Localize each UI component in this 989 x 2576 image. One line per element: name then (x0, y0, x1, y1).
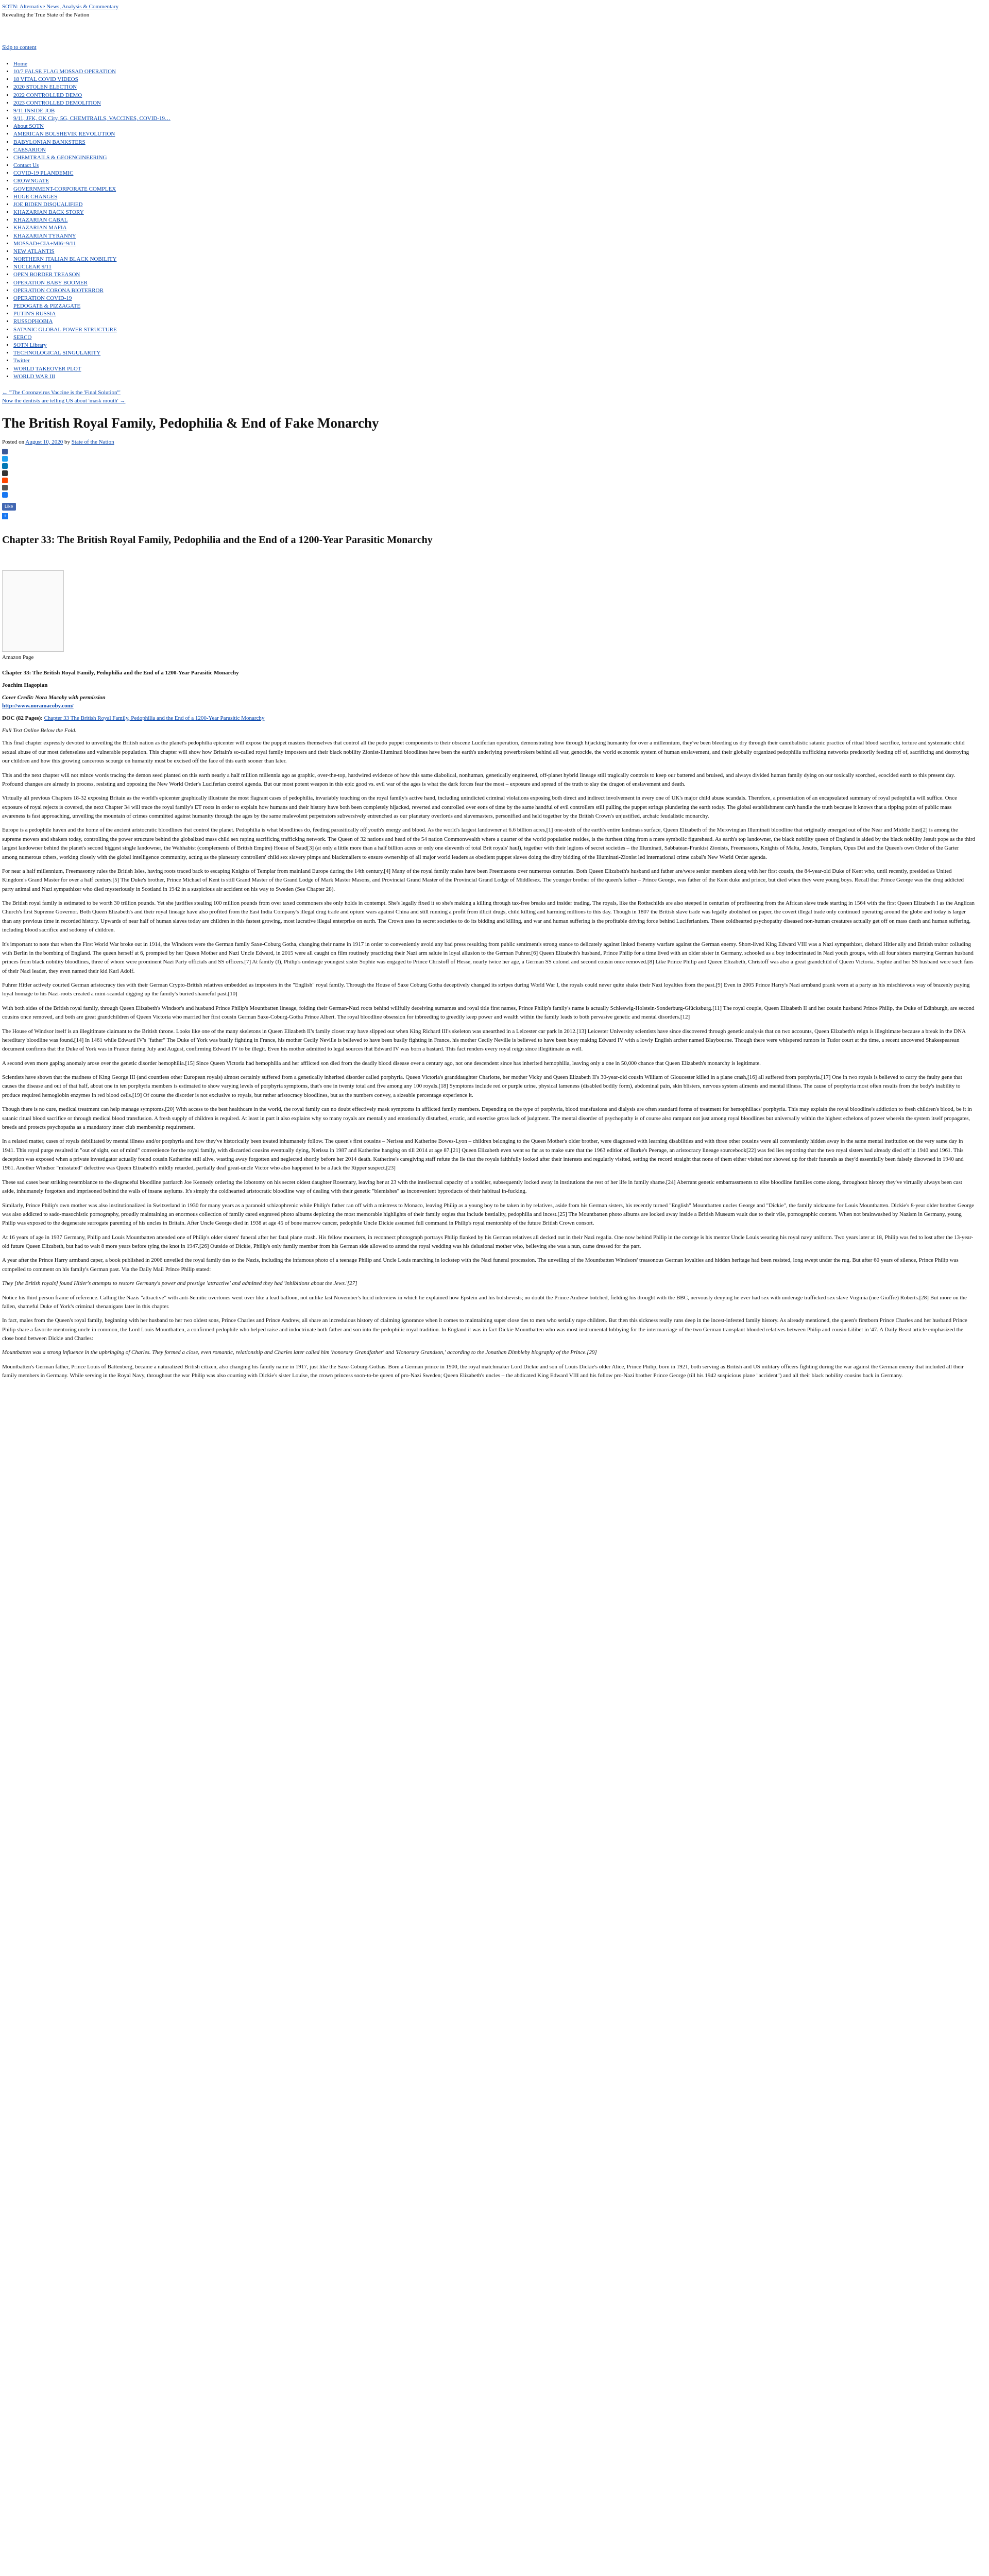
menu-item (13, 162, 987, 170)
menu-item (13, 224, 987, 232)
site-tagline: Revealing the True State of the Nation (2, 11, 90, 18)
article-paragraph: Scientists have shown that the madness of King George III (and countless other European royals) almost certainly suffered from a genetically inherited disorder called porphyria. Queen Victoria's granddaughter Charlotte, her mother Vicky and Queen Elizabeth II's 30-year-old cousin William of Gloucester killed in a plane crash,[16] all suffered from porphyria.[17] One in two royals is believed to carry the faulty gene that causes the disease and out of that half, about one in ten porphyria members is estimated to show varying levels of porphyria symptoms, that's one in twenty total and five among any 100 royals.[18] Symptoms include red or purple urine, physical lameness (disabled bodily form), abdominal pain, skin blisters, nervous system ailments and mental illness. The cause of porphyria most often results from the body's inability to produce required hemoglobin enzymes in red blood cells.[19] Of course the disorder is not exclusive to royals, but rather aristocracy bloodlines, but as the numbers convey, a sizeable percentage experience it. (2, 1074, 962, 1098)
menu-item-link[interactable]: 2023 CONTROLLED DEMOLITION (13, 99, 101, 106)
share-icon[interactable] (2, 492, 8, 498)
article-paragraph: Though there is no cure, medical treatment can help manage symptoms.[20] With access to the best healthcare in the world, the royal family can no doubt effectively mask symptoms in afflicted family members. Depending on the type of porphyria, blood transfusions and dialysis are often standard forms of treatment for hemophiliacs' porphyria. This may explain the royal bloodline's addiction to fresh children's blood, be it in satanic ritual blood sacrifice or through medical blood transfusion. A fresh supply of children is required. At least in part it also explains why so many royals are mentally and emotionally disturbed, erratic, and exercise gross lack of judgment. The mental disorder of psychopathy is of course also rampant not just among royal bloodlines but universally within the highest echelons of power wherein the system itself propagates, breeds and protects psychopaths as a mandatory inner club membership requirement. (2, 1106, 972, 1130)
image-caption: Amazon Page (2, 654, 34, 660)
menu-item-link[interactable]: NUCLEAR 9/11 (13, 264, 52, 270)
menu-item (13, 154, 987, 162)
menu-item-link[interactable]: NORTHERN ITALIAN BLACK NOBILITY (13, 256, 117, 263)
menu-item (13, 326, 987, 334)
menu-item-link[interactable]: TECHNOLOGICAL SINGULARITY (13, 350, 101, 357)
next-post-link[interactable]: Now the dentists are telling US about 'mask mouth' → (2, 397, 126, 404)
article-paragraph: Europe is a pedophile haven and the home of the ancient aristocratic bloodlines that control the planet. Pedophilia is what bloodlines do, feeding parasitically off youth's energy and blood. As the world's largest landowner at 6.6 billion acres,[1] one-sixth of the earth's entire landmass surface, Queen Elizabeth of the Merovingian Illuminati bloodline that originally emerged out of the Near and Middle East[2] is among the supreme movers and shakers today, controlling the power structure behind the globalized mass child sex raping sacrificing trafficking network. The Queen of 32 nations and head of the 54 nation Commonwealth where a quarter of the world population resides, is the furthest thing from a mere symbolic figurehead. As earth's top landowner, the black nobility queen of England is aided by the black nobility Jesuit pope as the third largest landowner behind the planet's second biggest single landowner, the Wahhabist (complements of British Empire) House of Saud[3] (at only a little more than a half billion acres or only one eleventh of total Brit royals' haul), together with their legions of secret societies – the Illuminati, Sabbatean-Frankist Zionists, Freemasons, Knights of Malta, Jesuits, Templars, Opus Dei and the Queen's own Order of the Garter among numerous others, working closely with the global intelligence community, acting as the planetary controllers' child sex slavery pimps and blackmailers to ensure ownership of all major world leaders as obedient puppet slaves doing the dirty bidding of the Illuminati-Zionist led international crime cabal's New World Order agenda. (2, 827, 976, 860)
menu-item (13, 107, 987, 115)
menu-item-link[interactable]: WORLD WAR III (13, 373, 56, 380)
full-text-note: Full Text Online Below the Fold. (2, 727, 77, 734)
menu-item-link[interactable]: Contact Us (13, 162, 39, 169)
previous-post-link[interactable]: ← "The Coronavirus Vaccine is the 'Final Solution'" (2, 389, 121, 396)
menu-item-link[interactable]: Twitter (13, 358, 30, 364)
share-icon[interactable] (2, 485, 8, 490)
menu-item-link[interactable]: 10/7 FALSE FLAG MOSSAD OPERATION (13, 68, 116, 75)
menu-item (13, 318, 987, 326)
menu-item-link[interactable]: 9/11 INSIDE JOB (13, 107, 55, 114)
menu-item-link[interactable]: PUTIN'S RUSSIA (13, 311, 56, 317)
menu-item-link[interactable]: OPERATION CORONA BIOTERROR (13, 287, 104, 294)
menu-item (13, 216, 987, 224)
menu-item (13, 232, 987, 240)
menu-item (13, 130, 987, 138)
post-meta (2, 438, 987, 447)
menu-item-link[interactable]: MOSSAD+CIA+MI6=9/11 (13, 240, 76, 247)
article-paragraph: A year after the Prince Harry armband caper, a book published in 2006 unveiled the royal family ties to the Nazis, including the infamous photo of a teenage Philip and Uncle Louis marching in lockstep with the Nazi funeral procession. The unveiling of the Mountbatten Windsors' treasonous German loyalties and hidden heritage had been resisted, long swept under the rug. But after 60 years of silence, Prince Philip was compelled to comment on his family's German past. Via the Daily Mail Prince Philip stated: (2, 1257, 959, 1273)
menu-item (13, 185, 987, 193)
menu-item (13, 302, 987, 310)
menu-item (13, 271, 987, 279)
menu-item-link[interactable]: WORLD TAKEOVER PLOT (13, 365, 81, 372)
article-paragraph: It's important to note that when the First World War broke out in 1914, the Windsors were the German family Saxe-Coburg Gotha, changing their name in 1917 in order to conveniently avoid any bad press resulting from public sentiment's strong stance to delicately against linked frenemy warfare against the German enemy. Short-lived King Edward VIII was a Nazi sympathizer, diehard Hitler ally and British traitor colluding with Berlin in the bombing of England. The queen herself at 6, prompted by her Queen Mother and Nazi Uncle Edward, in 2015 were all caught on film routinely practicing their Nazi arm salute in loyal allusion to the German Fuhrer.[6] Queen Elizabeth's husband, Prince Philip for a time lived with an older sister in Germany, schooled as a boy indoctrinated in Nazi youth groups, with all four sisters marrying German husband princes from black nobility bloodlines, three of whom were prominent Nazi Party officials and SS officers.[7] At family (I), Philip's underage youngest sister Sophie was engaged to Prince Christoff of Hesse, nearly twice her age, a German SS colonel and second cousin once removed.[8] Like Prince Philip and Queen Elizabeth, Christoff was also a great grandchild of Queen Victoria. Sophie and her SS husband were such fans of their Nazi leader, they even named their kid Karl Adolf. (2, 941, 974, 974)
menu-item (13, 287, 987, 295)
chapter-author: Joachim Hagopian (2, 682, 48, 688)
menu-item-link[interactable]: COVID-19 PLANDEMIC (13, 170, 74, 177)
menu-item-link[interactable]: GOVERNMENT-CORPORATE COMPLEX (13, 185, 116, 192)
menu-item-link[interactable]: 18 VITAL COVID VIDEOS (13, 76, 78, 83)
menu-item (13, 209, 987, 216)
menu-item-link[interactable]: RUSSOPHOBIA (13, 318, 53, 325)
article-paragraph: With both sides of the British royal family, through Queen Elizabeth's Windsor's and husband Prince Philip's Mountbatten lineage, folding their German-Nazi roots behind willfully deceiving surnames and royal title first names, Prince Philip's family's name is actually Schleswig-Holstein-Sonderburg-Glücksburg.[11] The royal couple, Queen Elizabeth II and her cousin husband Prince Philip, the Duke of Edinburgh, are second cousins once removed, and both are great grandchildren of Queen Victoria who married her first cousin German Saxe-Coburg-Gotha Prince Albert. The royal bloodline obsession for inbreeding to greedily keep power and wealth within the family leads to both pervasive genetic and mental disorders.[12] (2, 1005, 975, 1021)
menu-item-link[interactable]: BABYLONIAN BANKSTERS (13, 139, 86, 145)
menu-item-link[interactable]: HUGE CHANGES (13, 193, 58, 200)
menu-item (13, 279, 987, 287)
menu-item (13, 193, 987, 201)
share-icon[interactable] (2, 456, 8, 462)
menu-item (13, 263, 987, 271)
menu-item (13, 334, 987, 342)
menu-item (13, 373, 987, 381)
menu-item (13, 256, 987, 263)
menu-item (13, 170, 987, 177)
post-title: The British Royal Family, Pedophilia & End of Fake Monarchy (2, 415, 379, 431)
menu-item (13, 99, 987, 107)
menu-item (13, 76, 987, 83)
article-paragraph: Notice his third person frame of reference. Calling the Nazis "attractive" with anti-Semitic overtones went over like a lead balloon, not unlike last November's lucid interview in which he explained how Epstein and his bolshevists; no doubt the Prince Andrew botched, fielding his drought with the BBC, nervously denying he ever had sex with underage trafficked sex slave Virginia (nee Giuffre) Roberts.[28] But more on the fallen, shameful Duke of York's criminal shenanigans later in this chapter. (2, 1294, 967, 1310)
menu-item (13, 248, 987, 256)
article-paragraph: Mountbatten's German father, Prince Louis of Battenberg, became a naturalized British citizen, also changing his family name in 1917, just like the Saxe-Coburg-Gothas. Born a German prince in 1900, the royal matchmaker Lord Dickie and son of Louis Dickie's older Alice, Prince Philip, born in 1921, both serving as British and US military officers fighting during the war against the German enemy that included all their family members in Germany. While serving in the Royal Navy, throughout the war Philip was also courting with Dickie's sister Louise, the crown princess soon-to-be queen of pro-Nazi Sweden; Queen Elizabeth's uncles – the abdicated King Edward VIII and his follow pro-Nazi brother Prince George (till his 1942 suspicious plane "accident") and all their black nobility cousins back in Germany. (2, 1363, 964, 1379)
menu-item-link[interactable]: NEW ATLANTIS (13, 248, 55, 255)
site-title-link[interactable]: SOTN: Alternative News, Analysis & Commentary (2, 4, 119, 10)
article-paragraph: This and the next chapter will not mince words tracing the demon seed planted on this earth nearly a half million millennia ago as graphic, over-the-top, hardwired evidence of how this same diabolical, nonhuman, genetically engineered, off-planet hybrid lineage still tragically controls to keep our battered and bruised, and always divided human family dying on our toxically scorched, ecocided earth to this present day. Profound changes are already in process, resisting and opposing the New World Order's Luciferian control agenda. But our most potent weapon in this epic good vs. evil war of the ages is what the dark forces fear the most – exposure and spread of the truth to slay the dragon of enslavement and death. (2, 772, 956, 787)
menu-item-link[interactable]: 2020 STOLEN ELECTION (13, 84, 77, 91)
menu-item (13, 349, 987, 357)
article-paragraph: A second even more gaping anomaly arose over the genetic disorder hemophilia.[15] Since Queen Victoria had hemophilia and her afflicted son died from the deadly blood disease over a century ago, not one descendent since has inherited hemophilia, leaving only a one in 50,000 chance that Queen Elizabeth's monarchy is legitimate. (2, 1060, 761, 1066)
menu-item (13, 115, 987, 123)
menu-item (13, 177, 987, 185)
article-paragraph: Virtually all previous Chapters 18-32 exposing Britain as the world's epicenter graphically illustrate the most flagrant cases of pedophilia, invariably touching on the royal family's active hand, including unindicted criminal violations exposing both direct and indirect involvement in every one of UK's major child abuse scandals. Therefore, a presentation of an encapsulated summary of royal pedophilia will suffice. Once exposure of royal rejects is covered, the next Chapter 34 will trace the royal family's ET roots in order to explain how humans and their history have both been completely hijacked, reverted and controlled over eons of time by the same handful of evil controllers still pulling the puppet strings plundering the earth today. The global establishment can't handle the truth because it knows that a tipping point of public mass awareness is fast approaching, unveiling the mountain of crimes committed against humanity through the ages by the same malevolent perpetrators subversively entrenched as our planetary overlords and slavemasters, personified and held together by the British Crown's unjustified, archaic feudalistic monarchy. (2, 795, 957, 820)
main-menu (2, 60, 987, 381)
menu-item (13, 60, 987, 68)
share-icons (2, 449, 987, 498)
article-paragraph: Fuhrer Hitler actively courted German aristocracy ties with their German Crypto-British relatives embedded as imposters in the "English" royal family. Through the House of Saxe Coburg Gotha deceptively changed its stripes during World War I, the royals could never quite shake their Nazi loyalties from the past.[9] Even in 2005 Prince Harry's Nazi armband prank worn at a party as his mischievous way of brazenly paying loyal homage to his Nazi-roots created a mini-scandal digging up the family's buried shameful past.[10] (2, 982, 970, 997)
doc-label: DOC (82 Pages): (2, 715, 43, 721)
menu-item (13, 295, 987, 302)
post-article (2, 415, 987, 1381)
article-paragraph: The House of Windsor itself is an illegitimate claimant to the British throne. Looks like one of the many skeletons in Queen Elizabeth II's family closet may have slipped out when King Richard III's skeleton was unearthed in a Leicester car park in 2012.[13] Leicester University scientists have since discovered through genetic analysis that on two accounts, Queen Elizabeth's reign is illegitimate because a break in the DNA hereditary bloodline was found.[14] In 1461 while Edward IV's "father" The Duke of York was busily fighting in France, his mother Cecily Neville is believed to have been busily fighting in France, his mother Cecily Neville is believed to have been busy making Edward IV with a lowly English archer named Blaybourne. Though there were whispered rumors in Tudor court at the time, a recent uncovered Shakespearean document confirms that the Duke of York was in France during July and August, confirming Edward IV to be illegit. Even his mother admitted to legal sources that Edward IV was born a bastard. This fact renders every royal reign since illegitimate as well. (2, 1028, 966, 1053)
chapter-bold-title: Chapter 33: The British Royal Family, Pedophilia and the End of a 1200-Year Parasitic Monarchy (2, 669, 239, 676)
article-paragraph: The British royal family is estimated to be worth 30 trillion pounds. Yet she justifies stealing 100 million pounds from over taxed commoners she only holds in contempt. She's legally fixed it so she's making a killing through tax-free breaks and insider trading. The royals, like the Rothschilds are also steeped in centuries of profiteering from the African slave trade starting in 1564 with the first Queen Elizabeth I as the Anglican Church's first Supreme Governor. Both Queen Elizabeth's and their royal lineage have also profited from the East India Company's illegal drug trade and opium wars against China and still running a profit from illicit drugs, child killing and harming millions to this day. Though in 1807 the British slave trade was legally abolished on paper, the covert illegal trade only continued operating around the globe and today is larger than any previous time in recorded history. Upwards of near half of human slaves today are children in this fastest growing, most lucrative illegal enterprise on earth. The Crown uses its secret societies to do its bidding and killing, and war and human suffering is the profitable driving force behind Luciferianism. These coldhearted psychopathy diseased non-human creatures actually get off on mass death and human suffering, including blood sacrifice and sodomy of children. (2, 900, 975, 934)
menu-item-link[interactable]: OPERATION COVID-19 (13, 295, 72, 301)
share-icon[interactable] (2, 478, 8, 483)
menu-item (13, 357, 987, 365)
article-body (2, 739, 987, 1380)
menu-item-link[interactable]: SERCO (13, 334, 32, 341)
menu-item-link[interactable]: AMERICAN BOLSHEVIK REVOLUTION (13, 131, 115, 138)
menu-item-link[interactable]: 2022 CONTROLLED DEMO (13, 92, 82, 98)
posted-by-label: by (64, 439, 71, 446)
cover-credit-link[interactable]: http://www.noramacoby.com/ (2, 702, 74, 709)
menu-item (13, 310, 987, 318)
menu-item-link[interactable]: CAESARION (13, 146, 46, 153)
menu-item-link[interactable]: Home (13, 60, 27, 67)
menu-item-link[interactable]: OPERATION BABY BOOMER (13, 279, 88, 286)
add-to-any-plus-icon[interactable]: + (2, 513, 8, 519)
menu-item-link[interactable]: KHAZARIAN BACK STORY (13, 209, 84, 216)
book-cover-image[interactable] (2, 570, 64, 652)
menu-item-link[interactable]: KHAZARIAN TYRANNY (13, 232, 76, 239)
menu-item (13, 365, 987, 373)
menu-item-link[interactable]: KHAZARIAN MAFIA (13, 225, 67, 231)
posted-on-label: Posted on (2, 439, 25, 446)
site-header (2, 3, 987, 56)
menu-item-link[interactable]: CHEMTRAILS & GEOENGINEERING (13, 154, 107, 161)
menu-item (13, 139, 987, 146)
cover-credit: Cover Credit: Nora Macoby with permission (2, 694, 106, 701)
article-paragraph: For near a half millennium, Freemasonry rules the British Isles, having roots traced back to escaping Knights of Templar from mainland Europe during the 14th century.[4] Many of the royal family males have been Freemasons over numerous centuries. Both Queen Elizabeth's husband and father are/were senior members along with her first cousin, the 84-year-old Duke of Kent who, until recently, presided as United Kingdom's Grand Master for over a half century.[5] The Duke's brother, Prince Michael of Kent is still Grand Master of the Grand Lodge of Mark Master Masons, and Provincial Grand Master of the Provincial Grand Lodge of Middlesex. The younger brother of the queen's father – Prince George, was father of the Kent duke and prince, but died when they were young boys. Recall that Prince George was the drug addicted party animal and Nazi sympathizer who died mysteriously in Scotland in 1942 in a suspicious air accident on his way to Sweden (See Chapter 28). (2, 868, 964, 892)
menu-item (13, 342, 987, 349)
menu-item-link[interactable]: SOTN Library (13, 342, 47, 348)
menu-item (13, 240, 987, 248)
menu-item-link[interactable]: PEDOGATE & PIZZAGATE (13, 303, 81, 310)
menu-item (13, 123, 987, 130)
article-paragraph: They [the British royals] found Hitler's attempts to restore Germany's power and prestige 'attractive' and admitted they had 'inhibitions about the Jews.'[27] (2, 1280, 357, 1287)
post-date-link[interactable]: August 10, 2020 (25, 439, 63, 446)
facebook-like-button[interactable]: Like (2, 503, 16, 511)
menu-item-link[interactable]: JOE BIDEN DISQUALIFIED (13, 201, 83, 208)
share-icon[interactable] (2, 463, 8, 469)
article-paragraph: Similarly, Prince Philip's own mother was also institutionalized in Switzerland in 1930 for many years as a paranoid schizophrenic while Philip's father ran off with a mistress to Monaco, leaving Philip as a young boy to be taken in by relatives, aside from his German sisters, his recently turned "English" Mountbatten uncles George and "Dickie", the family nickname for Louis Mountbatten. Dickie's 8-year older brother George was also addicted to sado-masochistic pornography, proudly maintaining an enormous collection of family cared engraved photo albums depicting the most memorable highlights of their family orgies that include bestiality, pedophilia and incest.[25] The Mountbatten photo albums are locked away inside a British Museum vault due to their vile, pornographic content. When not brainwashed by Nazism in Germany, young Philip was exposed to the degenerate surrogate parenting of his uncles in Britain. After Uncle George died in 1938 at age 45 of bone marrow cancer, pedophile Uncle Dickie assumed full command in Philip's royal mentorship of the future British Crown consort. (2, 1202, 974, 1227)
menu-item (13, 68, 987, 76)
article-paragraph: At 16 years of age in 1937 Germany, Philip and Louis Mountbatten attended one of Philip's older sisters' funeral after her fatal plane crash. His fellow mourners, in reconnect photograph portrays Philip flanked by his German relatives all decked out in their Nazi regalia. One now behind Philip in the cortege is his mentor Uncle Louis wearing his royal navy uniform. Two years later at 18, Philip was fed to lost after the 13-year-old future Queen Elizabeth, but had to wait 8 more years before tying the knot in 1947.[26] Outside of Dickie, Philip's only family member from his German side allowed to attend the royal wedding was his delusional mother who, believing she was a nun, came dressed for the part. (2, 1234, 974, 1250)
article-paragraph: This final chapter expressly devoted to unveiling the British nation as the planet's pedophilia epicenter will expose the puppet masters themselves that control all the pedo puppet components to their obscene Luciferian operation, demonstrating how through hijacking humanity for over a millennium, they've been bleeding us dry through their cannibalistic satanic practice of ritual blood sacrifice, torture and systematic child sexual abuse of our most defenseless and vulnerable population. This chapter will show how Britain's so-called royal family imposters and their black nobility Zionist-Illuminati bloodlines have been the earth's underlying powerbrokers behind all war, genocide, the world economic system of human enslavement, and their globally organized pedophilia trafficking networks predatorily feeding off of, sacrificing and destroying our children and how this growing cancerous scourge on humanity must be excised off the face of this earth sooner than later. (2, 740, 969, 765)
menu-item-link[interactable]: CROWNGATE (13, 178, 49, 184)
menu-item-link[interactable]: OPEN BORDER TREASON (13, 272, 80, 278)
menu-list (2, 60, 987, 381)
menu-item (13, 92, 987, 99)
menu-item (13, 83, 987, 91)
menu-item-link[interactable]: KHAZARIAN CABAL (13, 217, 68, 224)
article-paragraph: These sad cases bear striking resemblance to the disgraceful bloodline patriarch Joe Kennedy ordering the lobotomy on his secret oldest daughter Rosemary, leaving her at 23 with the intellectual capacity of a toddler, subsequently locked away in institutions the rest of her life in family shame.[24] Aberrant genetic embarrassments to elite bloodline families come along, throughout history they've virtually always been cast aside, inhumanely forgotten and imprisoned behind the walls of insane asylums. It's simply the coldhearted aristocratic bloodline way of dealing with their genetic "blemishes" as inconvenient byproducts of their habitual in-fucking. (2, 1179, 962, 1195)
menu-item (13, 201, 987, 209)
post-navigation (2, 389, 987, 405)
post-author-link[interactable]: State of the Nation (71, 439, 114, 446)
menu-item-link[interactable]: 9/11, JFK, OK City, 5G, CHEMTRAILS, VACCINES, COVID-19… (13, 115, 170, 122)
menu-item-link[interactable]: About SOTN (13, 123, 44, 130)
article-paragraph: In fact, males from the Queen's royal family, beginning with her husband to her two oldest sons, Prince Charles and Prince Andrew, all share an incredulous history of claiming ignorance when it comes to maintaining super close ties to men who serially rape children. But then this sickness really runs deep in the incest-infested family history. As already mentioned, the queen's firstborn Prince Charles and her husband Prince Philip share a favorite mentoring uncle in common, the Lord Louis Mountbatten, a confirmed pedophile who helped raise and indoctrinate both father and son into the pedophilic royal tradition. In England it was in fact Dickie Mountbatten who was most instrumental lobbying for the intermarriage of the two German transplant blooded relatives between Philip and cousin Lilibet in '47. A Daily Beast article emphasized the close bond between Dickie and Charles: (2, 1317, 967, 1342)
menu-item-link[interactable]: SATANIC GLOBAL POWER STRUCTURE (13, 326, 117, 333)
article-paragraph: In a related matter, cases of royals debilitated by mental illness and/or porphyria and how they've historically been treated inhumanely follow. The queen's first cousins – Nerissa and Katherine Bowes-Lyon – children belonging to the Queen Mother's older brother, were diagnosed with learning disabilities and with three other cousins were all conveniently hidden away in the same mental institution on the very same day in 1941. This royal purge resulted in "out of sight, out of mind" convenience for the royal family, with discarded cousins eventually dying, Nerissa in 1987 and Katherine hanging on till 2014 at age 87.[21] Queen Elizabeth even went so far as to make sure that the 1963 edition of Burke's Peerage, an aristocracy lineage sourcebook[22] was fed lies reporting that the two royal sisters had already died off in 1940 and 1961. This deception was exposed when a private investigator actually found cousin Katherine still alive, wasting away forgotten and neglected shortly before her 2014 death. Katherine's caregiving staff refute the lie that the royals faithfully looked after their interests and regularly visited, setting the record straight that none of them either visited nor showed up for their funerals as they'd essentially been falsely disowned in 1940 and 1961. Another Windsor "misstated" defective was Queen Elizabeth's mildly retarded, partially deaf great-uncle Victor who also happened to be a Jack the Ripper suspect.[23] (2, 1138, 964, 1172)
menu-item (13, 146, 987, 154)
article-paragraph: Mountbatten was a strong influence in the upbringing of Charles. They formed a close, even romantic, relationship and Charles later called him 'honorary Grandfather' and 'Honorary Grandson,' according to the Jonathan Dimbleby biography of the Prince.[29] (2, 1349, 597, 1356)
doc-download-link[interactable]: Chapter 33 The British Royal Family, Pedophilia and the End of a 1200-Year Parasitic Monarchy (44, 715, 265, 721)
skip-to-content-link[interactable]: Skip to content (2, 44, 37, 50)
share-icon[interactable] (2, 449, 8, 454)
chapter-heading: Chapter 33: The British Royal Family, Pedophilia and the End of a 1200-Year Parasitic Monarchy (2, 534, 433, 546)
share-icon[interactable] (2, 470, 8, 476)
